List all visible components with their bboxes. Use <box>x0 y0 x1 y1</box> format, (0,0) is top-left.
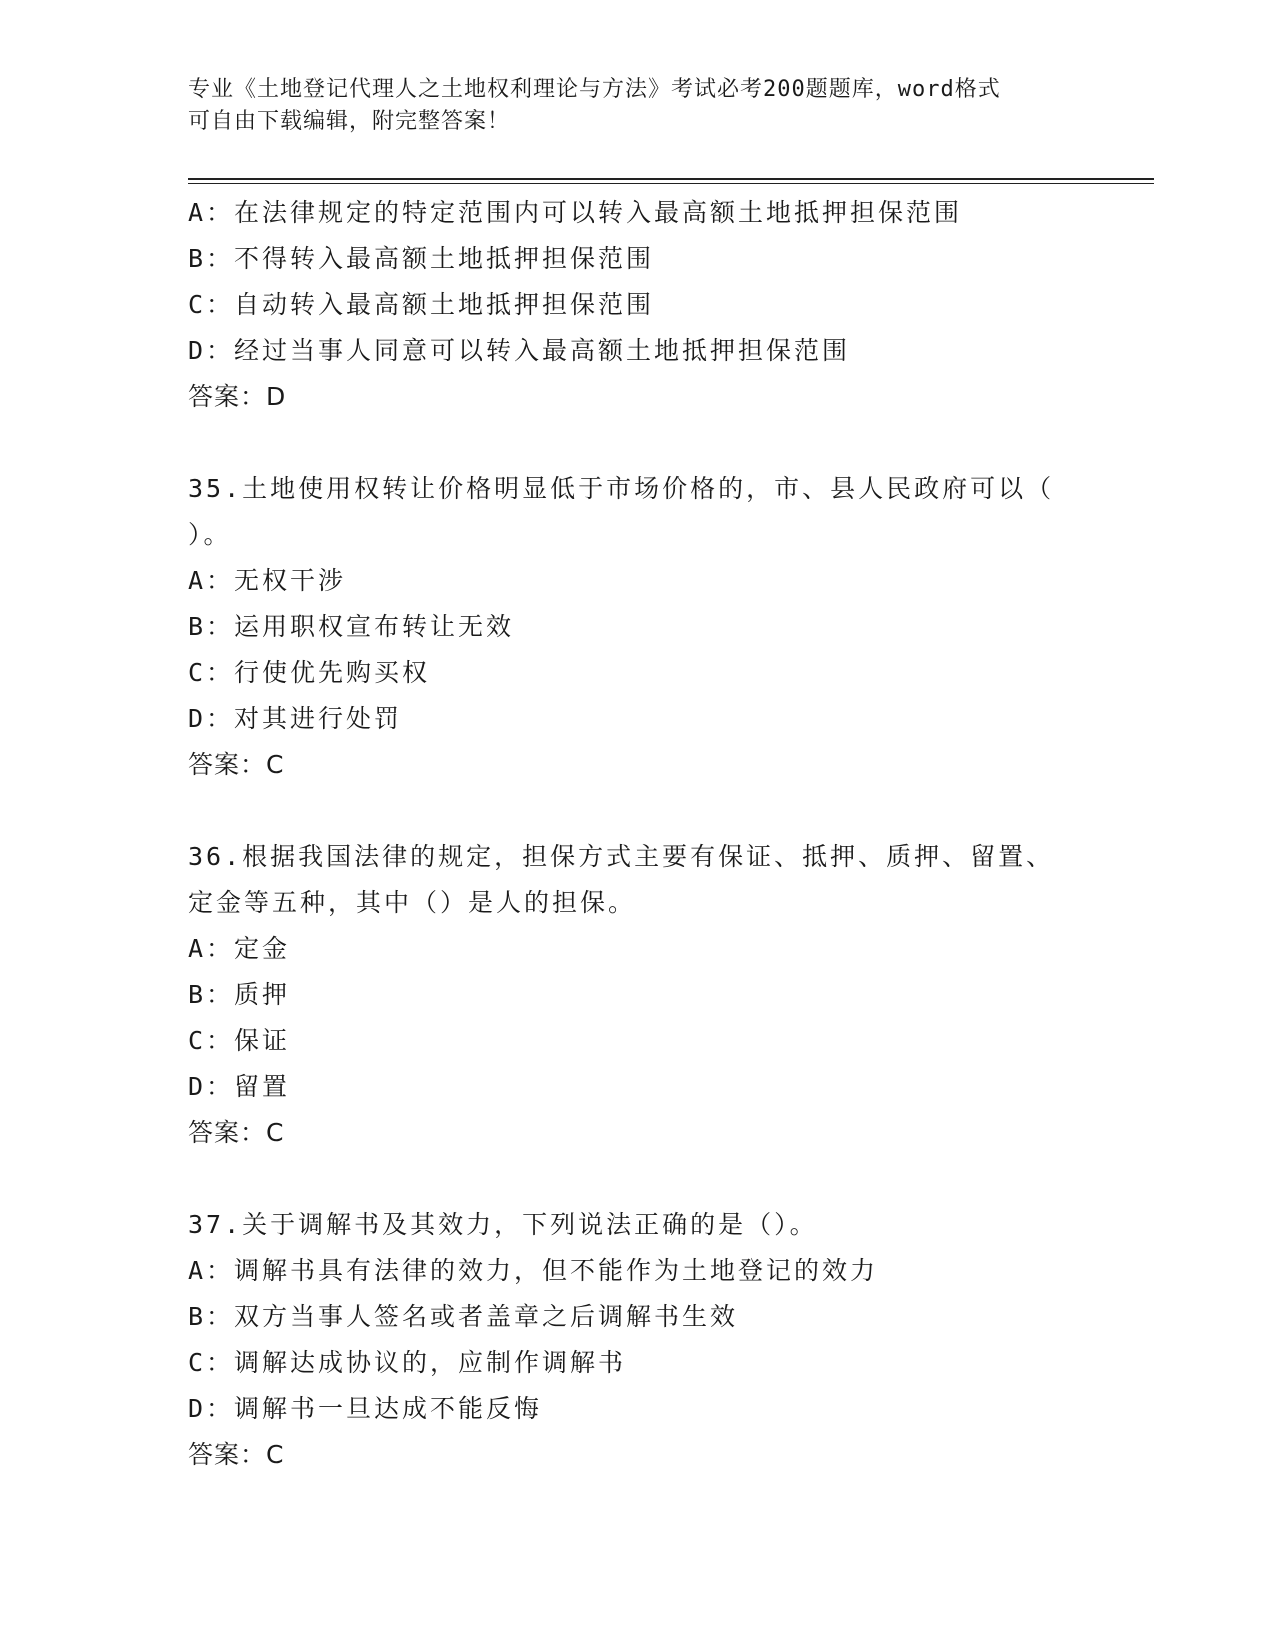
question-stem-line-2: 定金等五种，其中（）是人的担保。 <box>188 888 637 917</box>
option-b: B：不得转入最高额土地抵押担保范围 <box>188 244 655 273</box>
header-divider-thin <box>188 183 1154 184</box>
option-c: C：调解达成协议的，应制作调解书 <box>188 1348 627 1377</box>
question-34 <box>188 190 1088 420</box>
option-c: C：行使优先购买权 <box>188 658 431 687</box>
document-header <box>188 74 1068 138</box>
option-a: A：无权干涉 <box>188 566 347 595</box>
option-a: A：定金 <box>188 934 291 963</box>
option-b: B：双方当事人签名或者盖章之后调解书生效 <box>188 1302 739 1331</box>
option-b: B：质押 <box>188 980 291 1009</box>
option-d: D：对其进行处罚 <box>188 704 403 733</box>
spacer <box>188 788 1088 834</box>
question-35 <box>188 466 1088 788</box>
question-list <box>188 190 1088 1478</box>
answer: 答案：C <box>188 750 285 779</box>
answer: 答案：C <box>188 1118 285 1147</box>
answer: 答案：D <box>188 382 287 411</box>
spacer <box>188 1156 1088 1202</box>
option-a: A：在法律规定的特定范围内可以转入最高额土地抵押担保范围 <box>188 198 963 227</box>
option-d: D：留置 <box>188 1072 291 1101</box>
option-c: C：保证 <box>188 1026 291 1055</box>
question-stem-line-1: 37.关于调解书及其效力，下列说法正确的是（）。 <box>188 1210 818 1239</box>
question-37 <box>188 1202 1088 1478</box>
option-d: D：调解书一旦达成不能反悔 <box>188 1394 543 1423</box>
header-divider-thick <box>188 178 1154 180</box>
option-b: B：运用职权宣布转让无效 <box>188 612 515 641</box>
option-c: C：自动转入最高额土地抵押担保范围 <box>188 290 655 319</box>
question-stem-line-1: 36.根据我国法律的规定，担保方式主要有保证、抵押、质押、留置、 <box>188 842 1055 871</box>
header-line-2: 可自由下载编辑，附完整答案！ <box>188 109 511 134</box>
question-stem-line-2: ）。 <box>188 520 232 549</box>
option-d: D：经过当事人同意可以转入最高额土地抵押担保范围 <box>188 336 851 365</box>
spacer <box>188 420 1088 466</box>
option-a: A：调解书具有法律的效力，但不能作为土地登记的效力 <box>188 1256 879 1285</box>
question-stem-line-1: 35.土地使用权转让价格明显低于市场价格的，市、县人民政府可以（ <box>188 474 1055 503</box>
header-line-1: 专业《土地登记代理人之土地权利理论与方法》考试必考200题题库，word格式 <box>188 77 1001 102</box>
answer: 答案：C <box>188 1440 285 1469</box>
question-36 <box>188 834 1088 1156</box>
